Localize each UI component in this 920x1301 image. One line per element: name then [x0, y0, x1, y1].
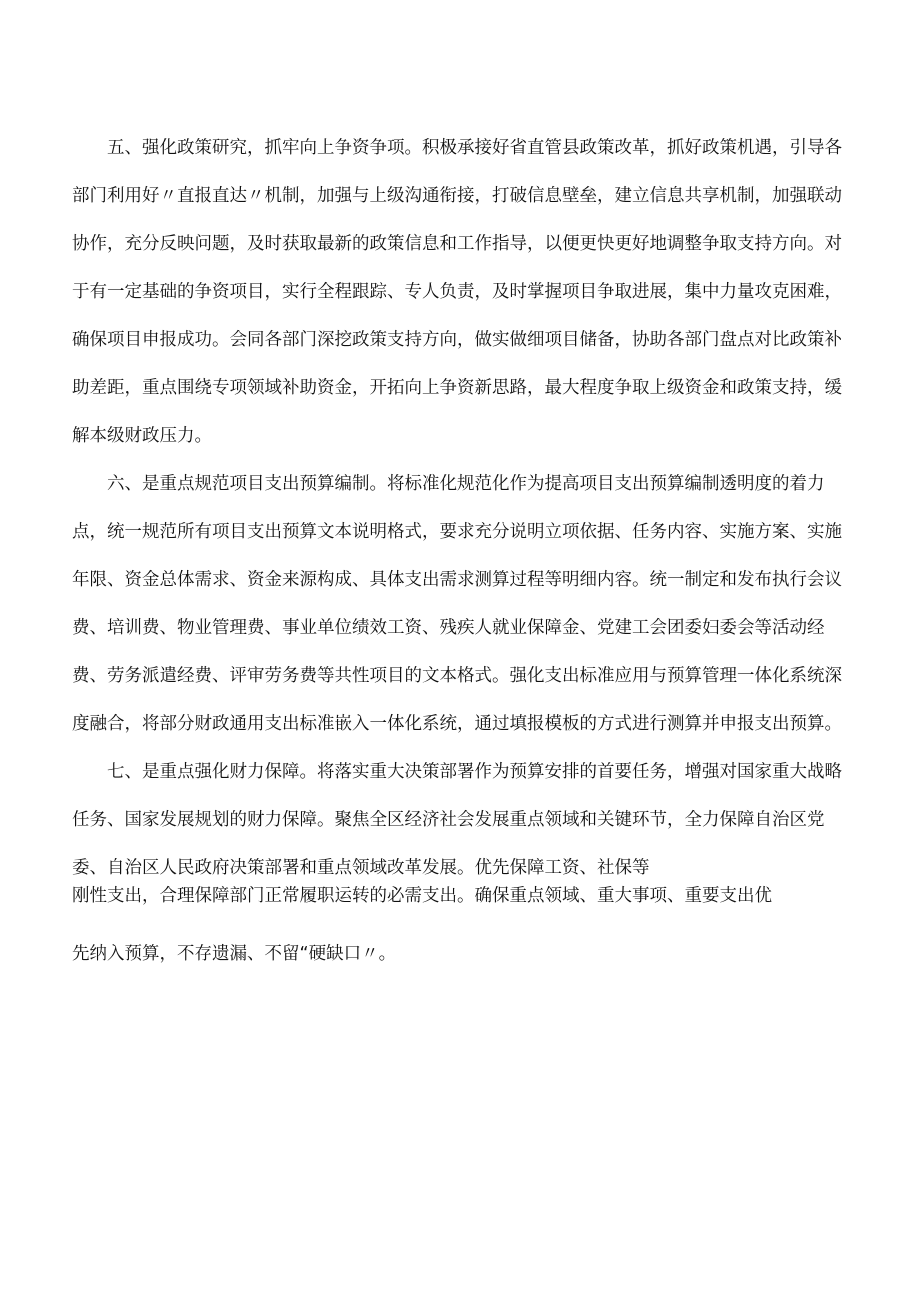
- paragraph-5-line-3: 协作，充分反映问题，及时获取最新的政策信息和工作指导，以便更快更好地调整争取支持方向。对: [72, 234, 842, 254]
- paragraph-5-line-5: 确保项目申报成功。会同各部门深挖政策支持方向，做实做细项目储备，协助各部门盘点对比政策补: [72, 330, 842, 350]
- paragraph-5-line-7: 解本级财政压力。: [72, 426, 212, 446]
- paragraph-7-line-2: 任务、国家发展规划的财力保障。聚焦全区经济社会发展重点领域和关键环节，全力保障自治区党: [72, 810, 825, 830]
- paragraph-6-line-2: 点，统一规范所有项目支出预算文本说明格式，要求充分说明立项依据、任务内容、实施方案、实施: [72, 522, 842, 542]
- paragraph-6-line-4: 费、培训费、物业管理费、事业单位绩效工资、残疾人就业保障金、党建工会团委妇委会等活动经: [72, 618, 825, 638]
- paragraph-7-line-4: 刚性支出，合理保障部门正常履职运转的必需支出。确保重点领域、重大事项、重要支出优: [72, 886, 772, 906]
- paragraph-5-line-4: 于有一定基础的争资项目，实行全程跟踪、专人负责，及时掌握项目争取进展，集中力量攻克困难，: [72, 282, 842, 302]
- paragraph-6-line-3: 年限、资金总体需求、资金来源构成、具体支出需求测算过程等明细内容。统一制定和发布执行会议: [72, 570, 842, 590]
- paragraph-7-line-3: 委、自治区人民政府决策部署和重点领域改革发展。优先保障工资、社保等: [72, 858, 650, 878]
- paragraph-7-line-1: 七、是重点强化财力保障。将落实重大决策部署作为预算安排的首要任务，增强对国家重大战略: [107, 762, 842, 782]
- paragraph-5-line-6: 助差距，重点围绕专项领域补助资金，开拓向上争资新思路，最大程度争取上级资金和政策支持，缓: [72, 378, 842, 398]
- paragraph-5-line-2: 部门利用好〃直报直达〃机制，加强与上级沟通衔接，打破信息壁垒，建立信息共享机制，加强联动: [72, 186, 842, 206]
- paragraph-6-line-1: 六、是重点规范项目支出预算编制。将标准化规范化作为提高项目支出预算编制透明度的着力: [107, 474, 825, 494]
- paragraph-5-line-1: 五、强化政策研究，抓牢向上争资争项。积极承接好省直管县政策改革，抓好政策机遇，引导各: [107, 138, 842, 158]
- paragraph-6-line-5: 费、劳务派遣经费、评审劳务费等共性项目的文本格式。强化支出标准应用与预算管理一体化系统深: [72, 666, 842, 686]
- paragraph-6-line-6: 度融合，将部分财政通用支出标准嵌入一体化系统，通过填报模板的方式进行测算并申报支出预算。: [72, 714, 842, 734]
- paragraph-7-line-5: 先纳入预算，不存遗漏、不留“硬缺口〃。: [72, 944, 397, 964]
